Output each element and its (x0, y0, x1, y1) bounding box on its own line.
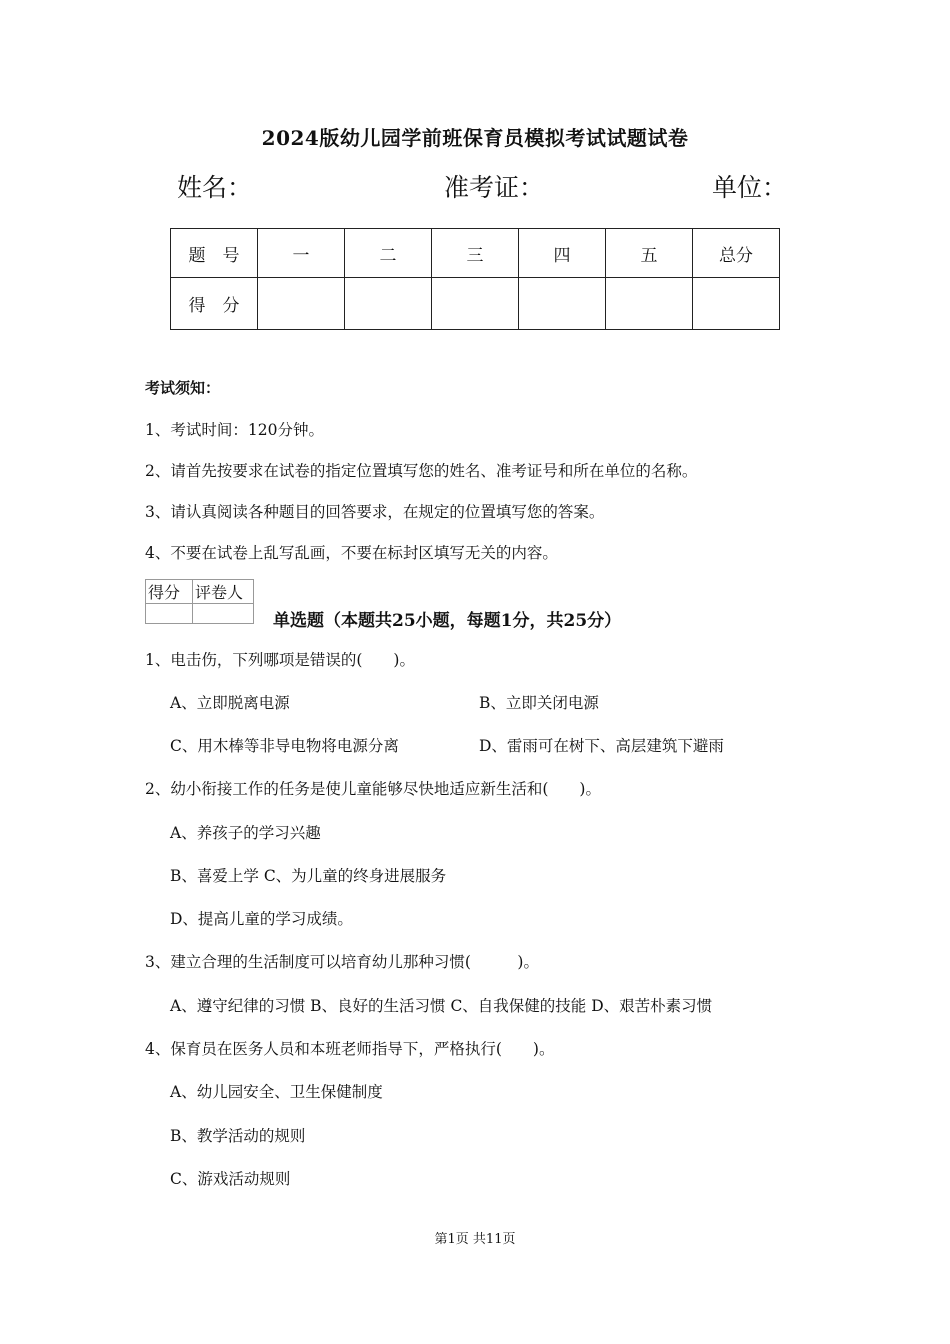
notice-item: 2、请首先按要求在试卷的指定位置填写您的姓名、准考证号和所在单位的名称。 (145, 462, 698, 480)
grader-reviewer-label: 评卷人 (193, 580, 254, 604)
notice-heading: 考试须知： (145, 379, 221, 397)
unit-label: 单位： (712, 173, 788, 202)
score-table-cell: 总分 (693, 229, 780, 278)
notice-item: 3、请认真阅读各种题目的回答要求，在规定的位置填写您的答案。 (145, 503, 605, 521)
score-blank-cell (432, 278, 519, 330)
grader-score-label: 得分 (146, 580, 193, 604)
grader-box (145, 579, 254, 624)
score-table-cell: 五 (606, 229, 693, 278)
question-stem: 2、幼小衔接工作的任务是使儿童能够尽快地适应新生活和( )。 (145, 780, 601, 798)
notice-item: 1、考试时间：120分钟。 (145, 421, 324, 439)
notice-item: 4、不要在试卷上乱写乱画，不要在标封区填写无关的内容。 (145, 544, 558, 562)
question-stem: 1、电击伤，下列哪项是错误的( )。 (145, 651, 415, 669)
question-stem: 4、保育员在医务人员和本班老师指导下，严格执行( )。 (145, 1040, 555, 1058)
section-title: 单选题（本题共25小题，每题1分，共25分） (273, 611, 622, 631)
score-blank-cell (606, 278, 693, 330)
score-table-header-row (171, 229, 780, 278)
page-footer: 第1页 共11页 (434, 1232, 516, 1247)
question-option: A、养孩子的学习兴趣 (170, 824, 321, 842)
question-option: C、用木棒等非导电物将电源分离 (170, 737, 399, 755)
question-option: B、喜爱上学 C、为儿童的终身进展服务 (170, 867, 447, 885)
score-table-cell: 一 (258, 229, 345, 278)
score-blank-cell (345, 278, 432, 330)
grader-blank-cell (193, 604, 254, 624)
name-label: 姓名： (177, 173, 253, 202)
score-table-cell: 题 号 (171, 229, 258, 278)
exam-id-label: 准考证： (444, 173, 545, 202)
question-stem: 3、建立合理的生活制度可以培育幼儿那种习惯( )。 (145, 953, 539, 971)
question-option: A、遵守纪律的习惯 B、良好的生活习惯 C、自我保健的技能 D、艰苦朴素习惯 (170, 997, 713, 1015)
score-table-cell: 得 分 (171, 278, 258, 330)
score-blank-cell (258, 278, 345, 330)
question-option: B、教学活动的规则 (170, 1127, 306, 1145)
page-title: 2024版幼儿园学前班保育员模拟考试试题试卷 (261, 126, 689, 150)
grader-blank-row (146, 604, 254, 624)
score-table-cell: 四 (519, 229, 606, 278)
score-blank-cell (693, 278, 780, 330)
grader-label-row (146, 580, 254, 604)
score-blank-cell (519, 278, 606, 330)
grader-blank-cell (146, 604, 193, 624)
score-table-score-row (171, 278, 780, 330)
question-option: B、立即关闭电源 (479, 694, 599, 712)
question-option: C、游戏活动规则 (170, 1170, 291, 1188)
question-option: D、提高儿童的学习成绩。 (170, 910, 353, 928)
question-option: A、立即脱离电源 (170, 694, 290, 712)
score-table-cell: 二 (345, 229, 432, 278)
question-option: D、雷雨可在树下、高层建筑下避雨 (479, 737, 724, 755)
question-option: A、幼儿园安全、卫生保健制度 (170, 1083, 383, 1101)
score-table-cell: 三 (432, 229, 519, 278)
score-table (170, 228, 780, 330)
